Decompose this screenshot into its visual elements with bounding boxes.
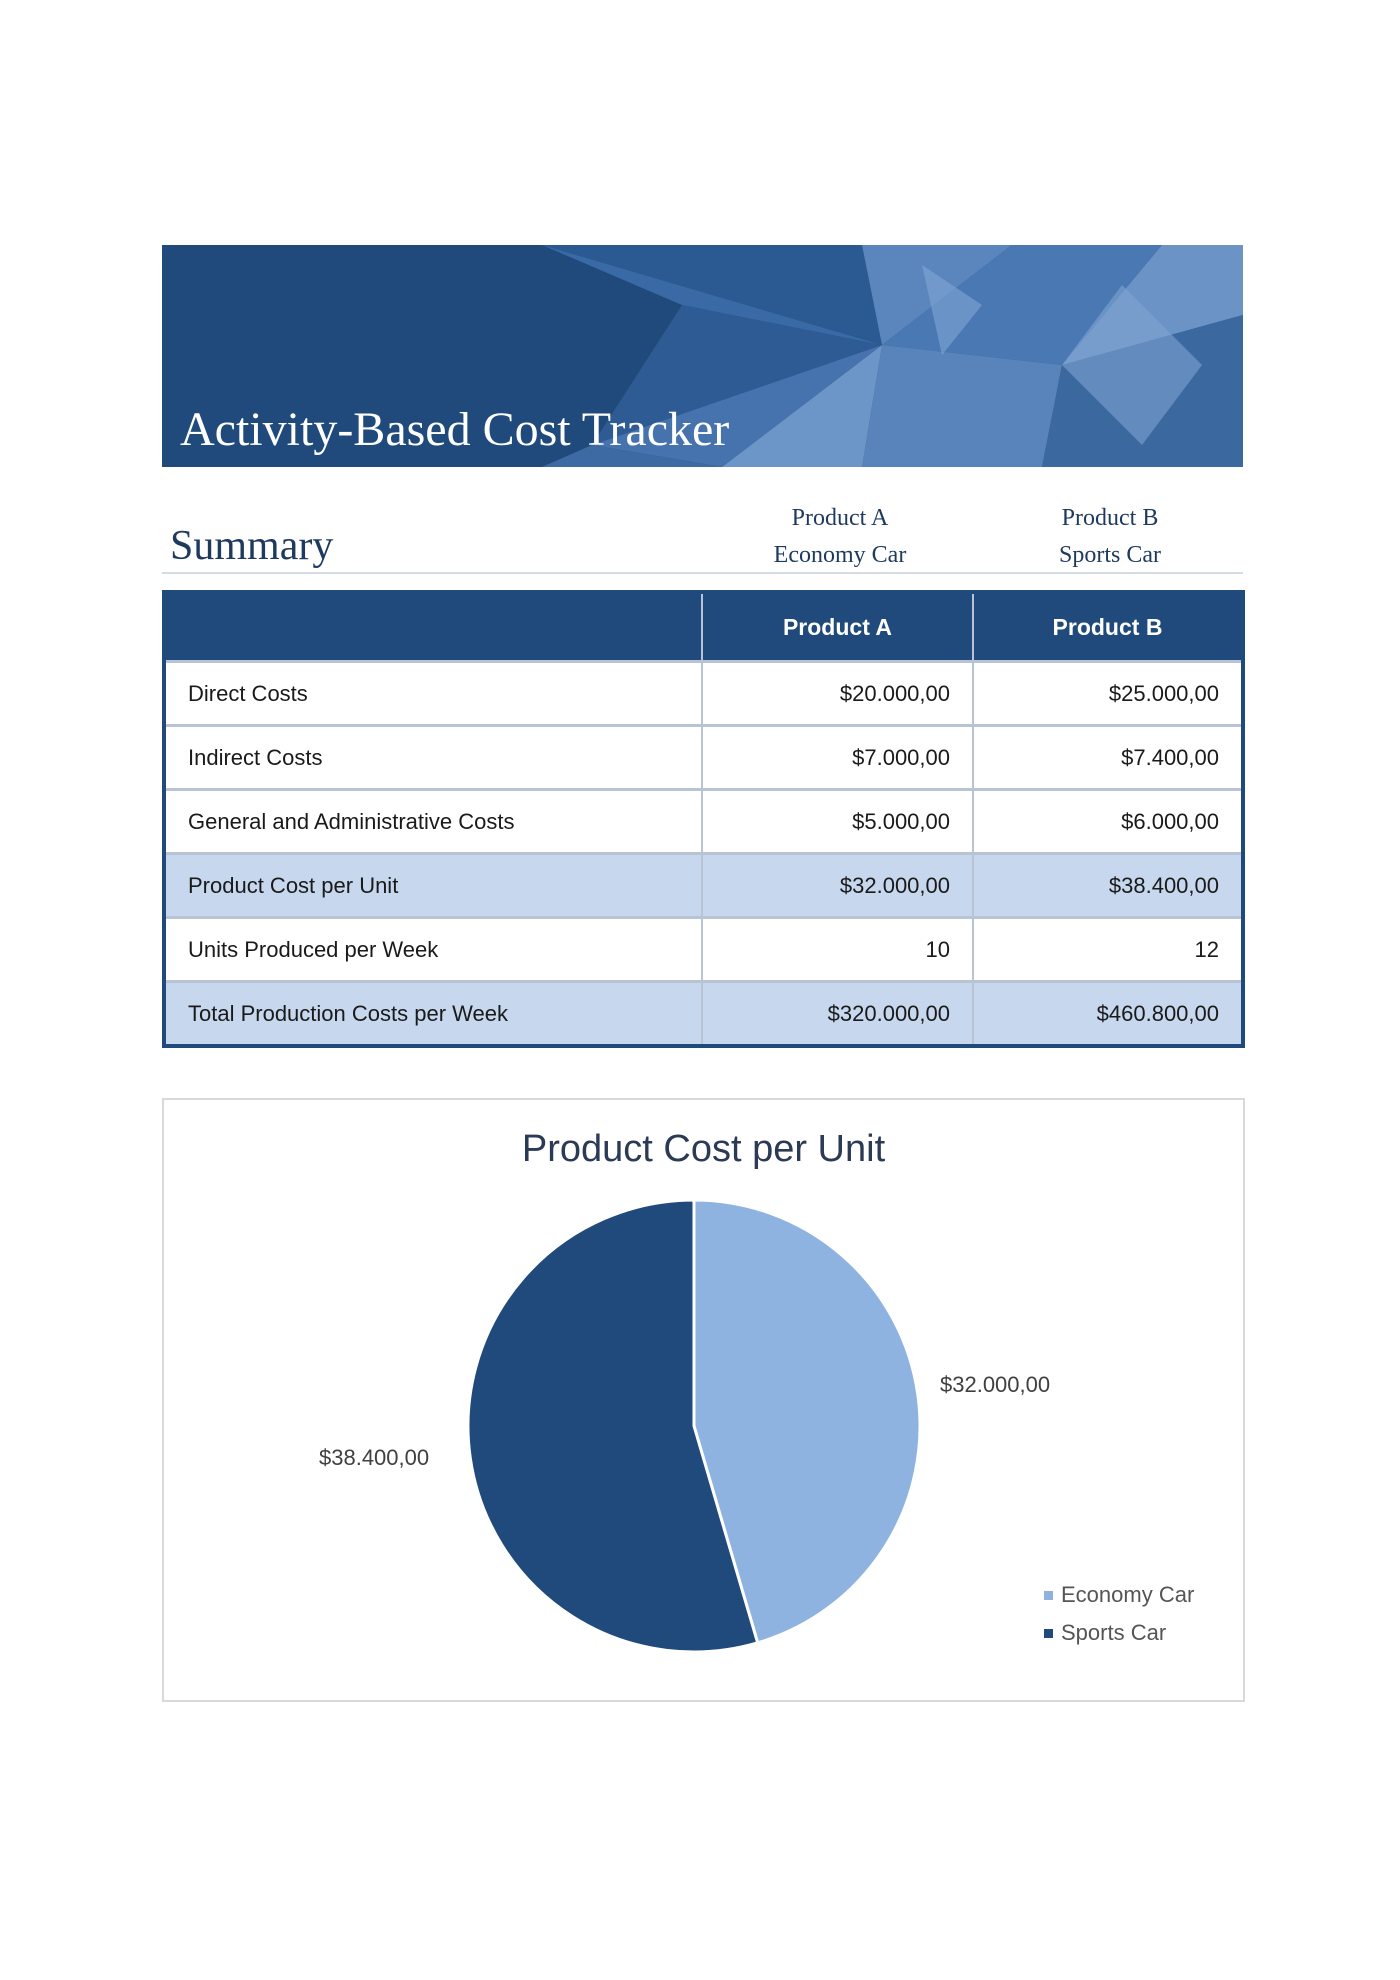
column-header-label xyxy=(164,592,702,662)
header-banner xyxy=(162,245,1243,467)
legend-item-economy-car xyxy=(1044,1576,1194,1614)
row-label: Total Production Costs per Week xyxy=(164,982,702,1047)
legend-item-sports-car xyxy=(1044,1614,1194,1652)
legend-swatch xyxy=(1044,1629,1053,1638)
product-a-subtitle: Economy Car xyxy=(773,542,907,568)
product-b-subtitle: Sports Car xyxy=(1059,542,1161,568)
cell-product-a: $20.000,00 xyxy=(702,662,973,726)
column-header-product-a: Product A xyxy=(702,592,973,662)
page-title: Activity-Based Cost Tracker xyxy=(180,403,730,456)
cell-product-b: $25.000,00 xyxy=(973,662,1243,726)
cell-product-b: $6.000,00 xyxy=(973,790,1243,854)
cost-summary-table xyxy=(162,590,1245,1048)
product-a-heading xyxy=(740,500,940,574)
product-b-name: Product B xyxy=(1061,505,1159,531)
table-row-highlight xyxy=(164,854,1243,918)
chart-title: Product Cost per Unit xyxy=(521,1128,886,1170)
legend-label: Sports Car xyxy=(1061,1620,1167,1645)
row-label: General and Administrative Costs xyxy=(164,790,702,854)
column-header-product-b: Product B xyxy=(973,592,1243,662)
table-row xyxy=(164,918,1243,982)
cell-product-b: $460.800,00 xyxy=(973,982,1243,1047)
data-label-economy-car: $32.000,00 xyxy=(940,1372,1051,1397)
table-row xyxy=(164,726,1243,790)
cell-product-a: $7.000,00 xyxy=(702,726,973,790)
chart-legend xyxy=(1044,1576,1194,1652)
table-row xyxy=(164,790,1243,854)
data-label-sports-car: $38.400,00 xyxy=(319,1445,430,1470)
summary-header xyxy=(162,492,1243,574)
table-row-highlight xyxy=(164,982,1243,1047)
cell-product-b: 12 xyxy=(973,918,1243,982)
table-row xyxy=(164,662,1243,726)
legend-swatch xyxy=(1044,1591,1053,1600)
row-label: Product Cost per Unit xyxy=(164,854,702,918)
legend-label: Economy Car xyxy=(1061,1582,1195,1607)
table-header-row xyxy=(164,592,1243,662)
cell-product-a: $320.000,00 xyxy=(702,982,973,1047)
row-label: Direct Costs xyxy=(164,662,702,726)
pie-chart-panel xyxy=(162,1098,1245,1702)
cell-product-a: $32.000,00 xyxy=(702,854,973,918)
cell-product-a: $5.000,00 xyxy=(702,790,973,854)
cell-product-b: $38.400,00 xyxy=(973,854,1243,918)
product-a-name: Product A xyxy=(791,505,889,531)
row-label: Units Produced per Week xyxy=(164,918,702,982)
cell-product-b: $7.400,00 xyxy=(973,726,1243,790)
product-b-heading xyxy=(1010,500,1210,574)
row-label: Indirect Costs xyxy=(164,726,702,790)
summary-title: Summary xyxy=(170,523,334,569)
cell-product-a: 10 xyxy=(702,918,973,982)
